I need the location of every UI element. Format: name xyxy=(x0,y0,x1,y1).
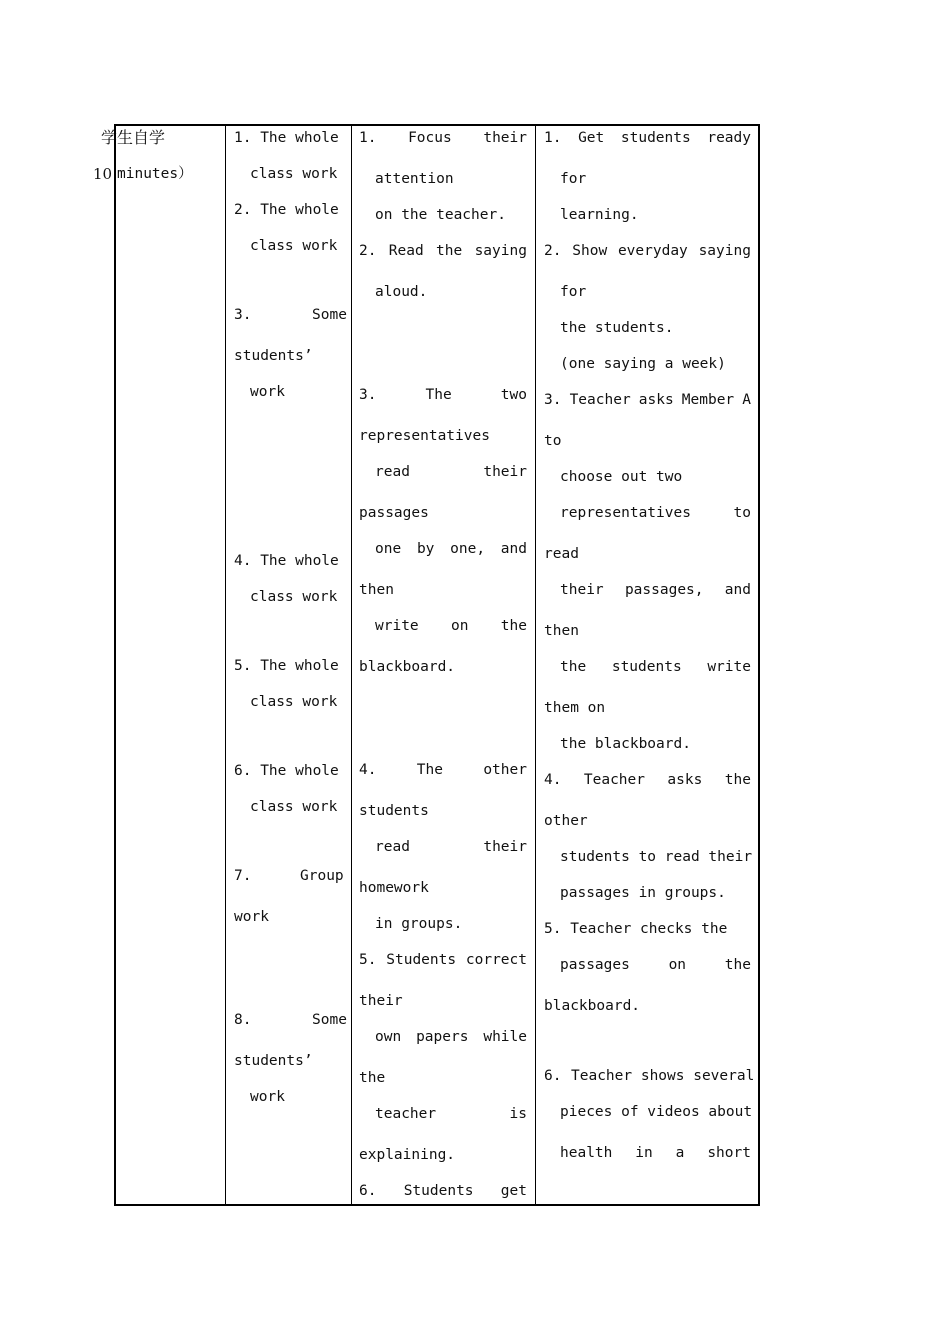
duration-number: 10 xyxy=(93,165,113,183)
student-line: one by one, and xyxy=(375,541,527,557)
activity-line: 1. The whole xyxy=(234,130,339,146)
student-line: blackboard. xyxy=(359,659,456,675)
teacher-line: blackboard. xyxy=(544,998,641,1014)
duration-unit: minutes） xyxy=(117,166,193,182)
student-line: attention xyxy=(375,171,454,187)
student-line: passages xyxy=(359,505,429,521)
activity-line: 4. The whole xyxy=(234,553,339,569)
activity-line: class work xyxy=(250,589,338,605)
student-line: explaining. xyxy=(359,1147,456,1163)
student-line: their xyxy=(359,993,403,1009)
activity-line: Some xyxy=(312,307,347,323)
teacher-line: the students. xyxy=(560,320,674,336)
student-line: read their xyxy=(375,839,527,855)
teacher-line: Teacher shows several xyxy=(571,1068,755,1084)
teacher-line: learning. xyxy=(560,207,639,223)
student-line: 3. The two xyxy=(359,387,527,403)
student-line: 6. Students get xyxy=(359,1183,527,1199)
activity-line: students’ xyxy=(234,1053,313,1069)
student-line: students xyxy=(359,803,429,819)
student-line: on the teacher. xyxy=(375,207,506,223)
teacher-line: students to read their xyxy=(560,849,753,865)
activity-line: class work xyxy=(250,238,338,254)
student-line: aloud. xyxy=(375,284,428,300)
activity-line: work xyxy=(250,1089,285,1105)
column-divider xyxy=(225,126,226,1204)
activity-line: 2. The whole xyxy=(234,202,339,218)
student-line: 4. The other xyxy=(359,762,527,778)
student-line: then xyxy=(359,582,394,598)
teacher-line: passages in groups. xyxy=(560,885,726,901)
student-line: the xyxy=(359,1070,386,1086)
teacher-line: health in a short xyxy=(560,1145,751,1161)
teacher-line: read xyxy=(544,546,579,562)
student-line: read their xyxy=(375,464,527,480)
teacher-line: (one saying a week) xyxy=(560,356,726,372)
activity-line: 7. xyxy=(234,868,252,884)
student-line: in groups. xyxy=(375,916,463,932)
activity-line: students’ xyxy=(234,348,313,364)
activity-line: work xyxy=(250,384,285,400)
student-line: 2. Read the saying xyxy=(359,243,527,259)
teacher-line: choose out two xyxy=(560,469,683,485)
teacher-line: for xyxy=(560,284,587,300)
teacher-line: 6. xyxy=(544,1068,562,1084)
column-divider xyxy=(535,126,536,1204)
teacher-line: their passages, and xyxy=(560,582,751,598)
activity-line: work xyxy=(234,909,269,925)
teacher-line: 5. Teacher checks the xyxy=(544,921,728,937)
activity-line: 5. The whole xyxy=(234,658,339,674)
student-line: teacher is xyxy=(375,1106,527,1122)
teacher-line: passages on the xyxy=(560,957,751,973)
activity-line: Group xyxy=(300,868,344,884)
activity-line: class work xyxy=(250,166,338,182)
teacher-line: representatives to xyxy=(560,505,751,521)
activity-line: class work xyxy=(250,799,338,815)
teacher-line: pieces of videos about xyxy=(560,1104,753,1120)
stage-label: 学生自学 xyxy=(101,128,166,147)
activity-line: 6. The whole xyxy=(234,763,339,779)
student-line: 1. Focus their xyxy=(359,130,527,146)
teacher-line: to xyxy=(544,433,562,449)
teacher-line: them on xyxy=(544,700,606,716)
teacher-line: 1. Get students ready xyxy=(544,130,751,146)
teacher-line: 4. Teacher asks the xyxy=(544,772,751,788)
teacher-line: then xyxy=(544,623,579,639)
teacher-line: other xyxy=(544,813,588,829)
teacher-line: for xyxy=(560,171,587,187)
activity-line: class work xyxy=(250,694,338,710)
activity-line: 8. xyxy=(234,1012,252,1028)
teacher-line: 2. Show everyday saying xyxy=(544,243,751,259)
teacher-line: the students write xyxy=(560,659,751,675)
teacher-line: 3. Teacher asks Member A xyxy=(544,392,751,408)
activity-line: 3. xyxy=(234,307,252,323)
student-line: representatives xyxy=(359,428,490,444)
student-line: own papers while xyxy=(375,1029,527,1045)
student-line: 5. Students correct xyxy=(359,952,527,968)
student-line: write on the xyxy=(375,618,527,634)
student-line: homework xyxy=(359,880,429,896)
column-divider xyxy=(351,126,352,1204)
teacher-line: the blackboard. xyxy=(560,736,691,752)
activity-line: Some xyxy=(312,1012,347,1028)
